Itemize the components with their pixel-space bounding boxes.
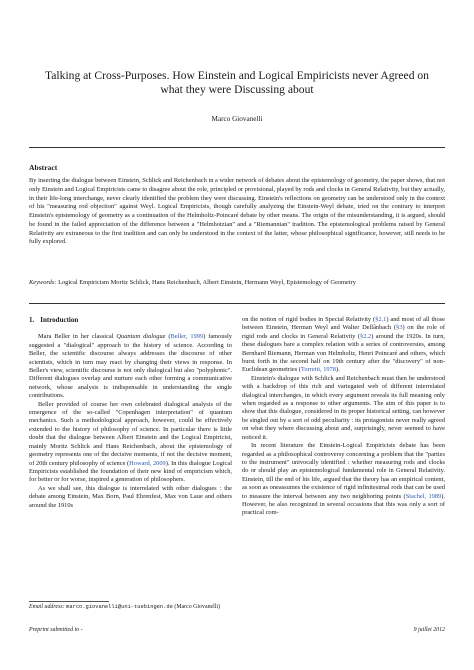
right-column: [242, 316, 445, 518]
abstract-top-rule: [29, 147, 445, 148]
keywords: [29, 279, 445, 288]
citation-link[interactable]: Stachel, 1989: [405, 492, 442, 500]
section-ref-link[interactable]: §2.1: [375, 316, 387, 323]
left-column: [29, 316, 232, 510]
paper-author: Marco Giovanelli: [211, 115, 263, 123]
intro-paragraph-3-cont: [242, 316, 445, 375]
text-run: ) famously suggested a "dialogical" approach to the history of science. According to Beller, the scientific discourse always addresses the discourse of other scientists, which in turn may react by changing their views in response. In Beller's view, scientific discourse is not only dialogical but also "polyphonic". Different dialogues overlap and nurture each other forming a communicative network, whose analysis is indispensable in understanding the single contributions.: [29, 333, 233, 400]
intro-paragraph-3: As we shall see, this dialogue is interrelated with other dialogues : the debate among Einstein, Max Born, Paul Ehrenfest, Max von Laue and others around the 1910s: [29, 484, 232, 509]
text-run: Beller provided of course her own celebrated dialogical analysis of the emergence of the so-called "Copenhagen interpretation" of quantum mechanics. Such a methodological approach, however, could be effectively extended to the history of philosophy of science. In particular there is little doubt that the dialogue between Albert Einstein and the Logical Empiricist, mainly Moritz Schlick and Hans Reichenbach, about the epistemology of geometry represents one of the decisive moments, if not the decisive moment, of 20th century philosophy of science (: [29, 400, 232, 467]
text-run: ). However, he also recognized in several occasions that this was only a sort of practical com-: [242, 492, 445, 517]
footer-date: 9 juillet 2012: [413, 627, 445, 633]
section-ref-link[interactable]: §3: [396, 324, 403, 332]
intro-paragraph-1: [29, 333, 232, 400]
text-run: Mara Beller in her classical: [38, 333, 117, 341]
book-title: Quantum dialogue: [116, 333, 166, 341]
citation-link[interactable]: Howard, 2009: [129, 459, 166, 467]
text-run: ) and most of all those between Einstein, Herman Weyl and Walter Dellânbach (: [242, 316, 445, 332]
text-run: on the notion of rigid bodies in Special Relativity (: [242, 316, 376, 323]
text-run: ).: [335, 366, 340, 374]
section-number: 1.: [29, 316, 35, 324]
abstract-text: By inserting the dialogue between Einstein, Schlick and Reichenbach in a wider network of debates about the epistemology of geometry, the paper shows, that not only Einstein and Logical Empiricists came to disagree about the role, principled or provisional, played by rods and clocks in General Relativity, but they actually, in their life-long interchange, never clearly identified the problem they were discussing. Einstein's reflections on geometry can be understood only in the context of his "measuring rod objection" against Weyl. Logical Empiricists, though carefully analyzing the Einstein-Weyl debate, tried on the contrary to interpret Einstein's epistemology of geometry as a continuation of the Helmholtz-Poincaré debate by other means. The origin of the misunderstanding, it is argued, should be found in the failed appreciation of the difference between a "Helmhotzian" and a "Riemannian" tradition. The epistemological problems raised by General Relativity are extraneous to the first tradition and can only be understood in the context of the latter, whose philosophical significance, however, still needs to be fully explored.: [29, 177, 445, 246]
footnote: [29, 604, 232, 612]
text-run: In recent literature the Einstein-Logical Empiricists debate has been regarded as a philosophical controversy concerning a problem that the "parties to the instrument" univocally identified : whether measuring rods and clocks do or should play an epistemological fundamental role in General Relativity. Einstein, till the end of his life, argued that the theory has an empirical content, as soon as oneassumes the existence of rigid infinitesimal rods that can be used to measure the interval between any two neighboring points (: [242, 442, 445, 500]
abstract-bottom-rule: [29, 303, 445, 304]
abstract-heading: Abstract: [29, 163, 58, 172]
citation-link[interactable]: Torretti, 1978: [300, 366, 336, 374]
text-run: ). In this dialogue Logical Empiricists established the foundation of their new kind of empiricism which, for better or for worse, inspired a generation of philosophers.: [29, 459, 232, 484]
keywords-text: Logical Empiricism Moritz Schlick, Hans Reichenbach, Albert Einstein, Hermann Weyl, Epistemology of Geometry: [58, 279, 356, 286]
footnote-label: Email address:: [29, 604, 65, 610]
intro-paragraph-4: Einstein's dialogue with Schlick and Reichenbach must then be understood with a backdrop of this rich and variegated web of different interrelated dialogical interchanges, in which every argument reveals its full meaning only when regarded as a response to other arguments. The aim of this paper is to show that this dialogue, considered in its proper historical setting, can however be singled out by a sort of odd peculiarity : its protagonists never really agreed on what they where discussing about and, surprisingly, never seemed to have noticed it.: [242, 374, 445, 441]
footnote-rule: [29, 601, 109, 602]
text-run: ) on the role of rigid rods and clocks in General Relativity (: [242, 324, 445, 340]
keywords-label: Keywords:: [29, 279, 57, 286]
section-title: Introduction: [40, 316, 79, 324]
intro-paragraph-5: [242, 442, 445, 518]
footer-preprint: Preprint submitted to -: [29, 627, 83, 633]
text-run: (: [165, 333, 171, 341]
citation-link[interactable]: Beller, 1999: [170, 333, 204, 341]
paper-title: Talking at Cross-Purposes. How Einstein and Logical Empiricists never Agreed on what they were Discussing about: [45, 69, 429, 96]
text-run: ) around the 1920s. In turn, these dialogues bare a complex relation with a series of controversies, among Bernhard Riemann, Herman von Helmholtz, Henri Poincaré and others, which burst forth in the second half on 19th century after the "discovery" of non-Euclidean geometries (: [242, 332, 445, 374]
author-email[interactable]: marco.giovanelli@uni-tuebingen.de: [66, 604, 173, 610]
footnote-name: (Marco Giovanelli): [174, 604, 220, 610]
section-ref-link[interactable]: §2.2: [360, 332, 372, 340]
section-heading: [29, 316, 232, 324]
intro-paragraph-2: [29, 401, 232, 485]
